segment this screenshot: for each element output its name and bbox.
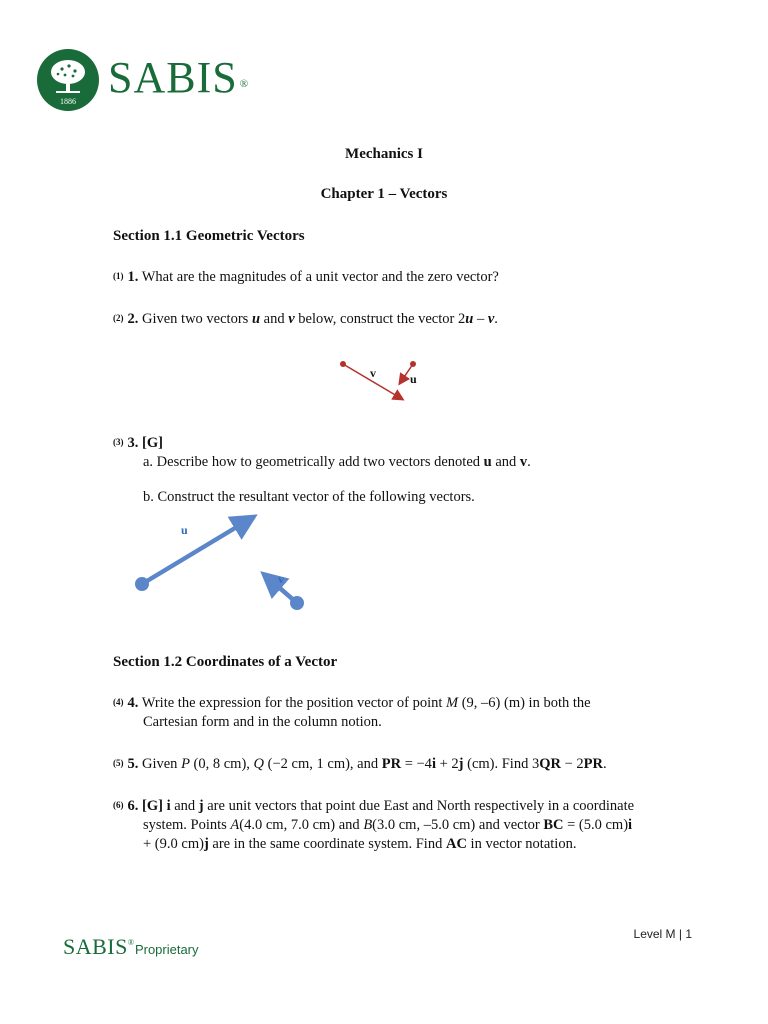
section-heading-1-2: Section 1.2 Coordinates of a Vector [113,654,338,670]
sabis-emblem-logo [36,48,100,112]
uv-vectors-figure [330,355,430,407]
question-1: $^{(1)}$ 1. What are the magnitudes of a unit vector and the zero vector? [113,269,499,285]
question-3: $^{(3)}$ 3. [G] a. Describe how to geometrically add two vectors denoted u and v. b. Construct the resultant vector of the following vectors. [113,434,673,507]
footer-sabis-proprietary-logo: SABIS®Proprietary [63,934,199,959]
section-heading-1-1: Section 1.1 Geometric Vectors [113,228,305,244]
emblem-year: 1886 [60,97,76,106]
question-3a: a. Describe how to geometrically add two vectors denoted u and v. [143,454,531,470]
chapter-title: Chapter 1 – Vectors [320,186,448,202]
blue-vectors-figure [125,505,325,620]
question-4: $^{(4)}$ 4. Write the expression for the position vector of point M (9, –6) (m) in both the Cartesian form and in the column notion. [113,695,591,730]
sabis-wordmark: SABIS ® [108,53,250,102]
footer-page-level: Level M | 1 [633,927,692,941]
question-2: $^{(2)}$ 2. Given two vectors u and v below, construct the vector 2u – v. [113,311,498,327]
blue-v-label: v [278,572,284,586]
question-3b: b. Construct the resultant vector of the following vectors. [143,489,475,505]
blue-u-label: u [181,523,188,537]
vector-v-label: v [370,366,376,380]
question-6: $^{(6)}$ 6. [G] i and j are unit vectors that point due East and North respectively in a coordinate system. Points A(4.0 cm, 7.0 cm) and B(3.0 cm, –5.0 cm) and vector BC = (5.0 cm)i + (9.0 cm)j are in the same coordinate system. Find AC in vector notation. [113,798,635,852]
page-title: Mechanics I [345,146,423,162]
vector-u-label: u [410,372,417,386]
question-5: $^{(5)}$ 5. Given P (0, 8 cm), Q (−2 cm, 1 cm), and PR = −4i + 2j (cm). Find 3QR − 2PR. [113,756,607,772]
blue-u-arrow [142,519,250,584]
